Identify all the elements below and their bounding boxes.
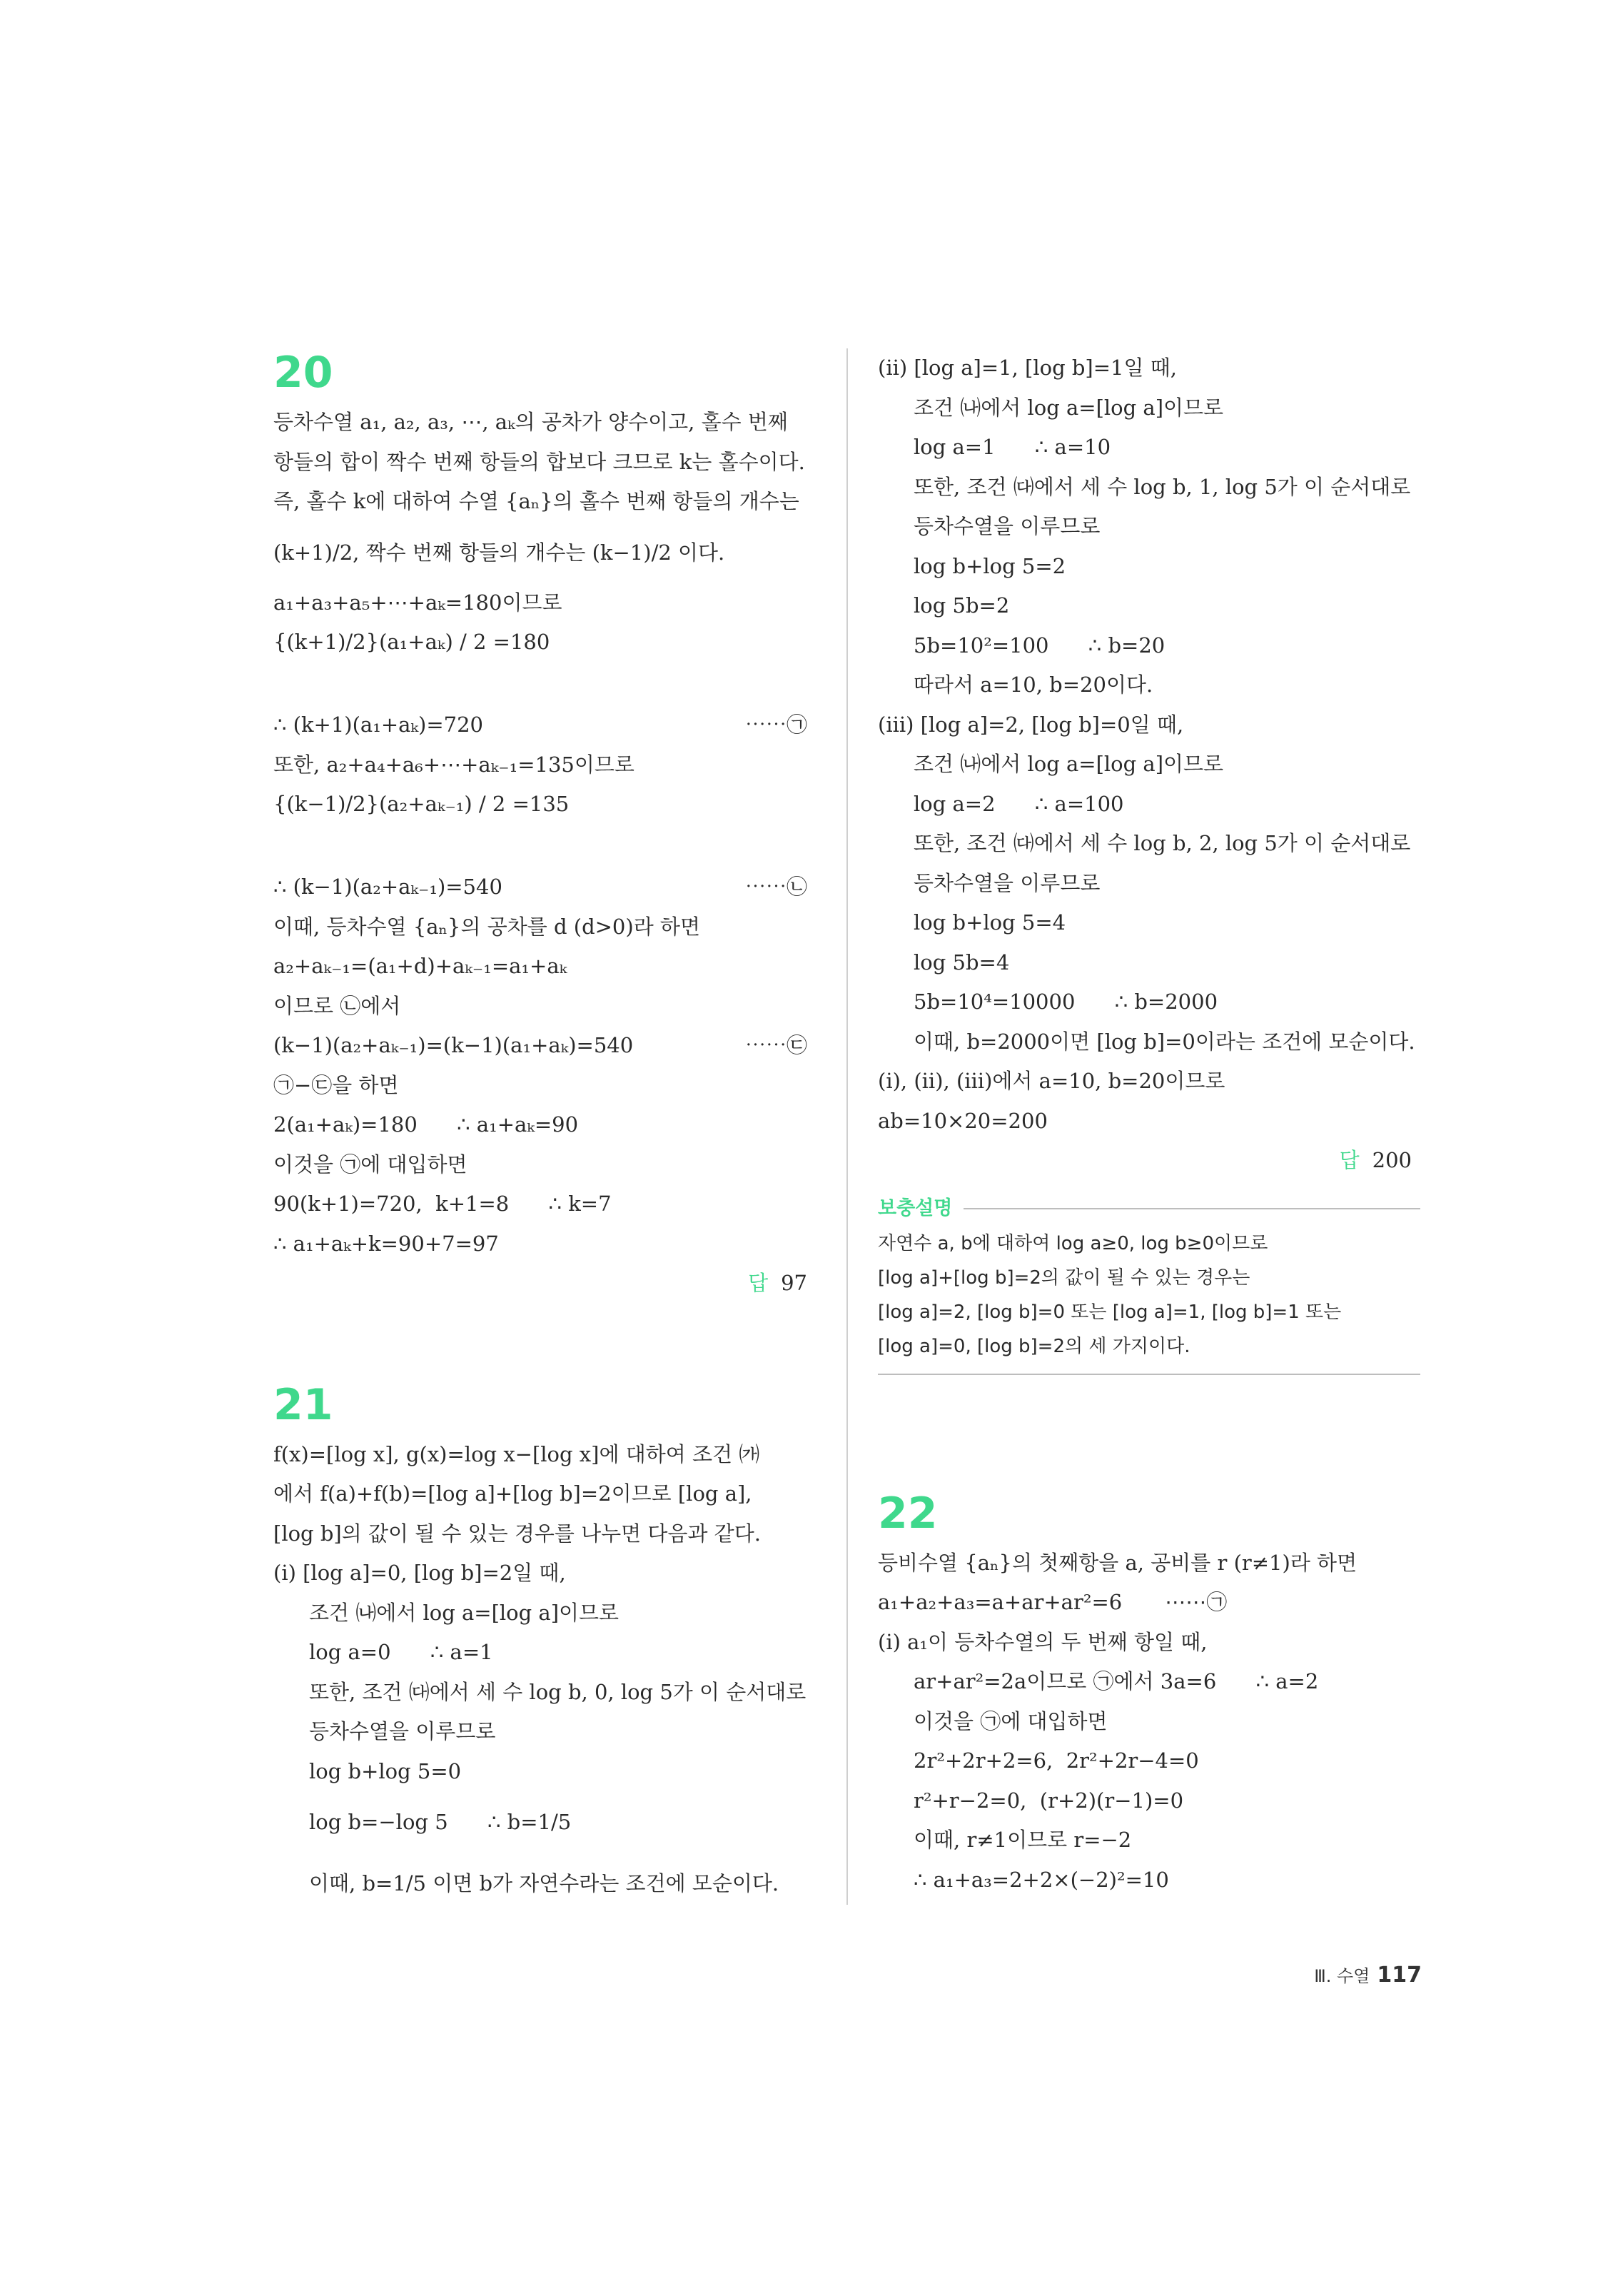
solution-line: 이므로 ㉡에서 [273, 993, 401, 1018]
solution-line: 또한, 조건 ㈐에서 세 수 log b, 1, log 5가 이 순서대로 [914, 474, 1411, 499]
answer: 답 97 [748, 1271, 807, 1295]
solution-line: 5b=10⁴=10000 ∴ b=2000 [914, 990, 1218, 1014]
solution-line: 조건 ㈏에서 log a=[log a]이므로 [914, 752, 1224, 776]
solution-line: {(k−1)/2}(a₂+aₖ₋₁) / 2 =135 [273, 792, 570, 816]
solution-line: ∴ a₁+a₃=2+2×(−2)²=10 [914, 1867, 1169, 1892]
solution-line: a₁+a₃+a₅+⋯+aₖ=180이므로 [273, 590, 562, 615]
solution-line: (k−1)(a₂+aₖ₋₁)=(k−1)(a₁+aₖ)=540 ⋯⋯㉢ [273, 1026, 816, 1066]
solution-line: 또한, a₂+a₄+a₆+⋯+aₖ₋₁=135이므로 [273, 752, 634, 777]
solution-line: log a=1 ∴ a=10 [914, 435, 1111, 459]
supplementary-note [878, 1191, 1420, 1375]
problem-number: 22 [878, 1488, 938, 1539]
solution-line: log 5b=4 [914, 950, 1010, 975]
solution-line: 이때, 등차수열 {aₙ}의 공차를 d (d>0)라 하면 [273, 914, 700, 939]
equation-tag: ⋯⋯㉡ [744, 875, 807, 899]
solution-line: (ⅲ) [log a]=2, [log b]=0일 때, [878, 712, 1184, 737]
solution-line: 등차수열을 이루므로 [914, 514, 1101, 538]
solution-line: (ⅰ) a₁이 등차수열의 두 번째 항일 때, [878, 1629, 1208, 1654]
answer-label: 답 [748, 1271, 769, 1295]
page-number: 117 [1377, 1963, 1422, 1988]
solution-line: 또한, 조건 ㈐에서 세 수 log b, 2, log 5가 이 순서대로 [914, 831, 1411, 855]
solution-line: (ⅰ) [log a]=0, [log b]=2일 때, [273, 1561, 566, 1585]
solution-line: 90(k+1)=720, k+1=8 ∴ k=7 [273, 1192, 612, 1216]
solution-line: 즉, 홀수 k에 대하여 수열 {aₙ}의 홀수 번째 항들의 개수는 [273, 489, 799, 513]
equation-tag: ⋯⋯㉠ [1165, 1590, 1228, 1614]
note-header [878, 1191, 1420, 1227]
column-divider [846, 348, 848, 1905]
section-label: Ⅲ. 수열 [1314, 1966, 1370, 1986]
solution-line: 등비수열 {aₙ}의 첫째항을 a, 공비를 r (r≠1)라 하면 [878, 1550, 1357, 1575]
note-title: 보충설명 [878, 1197, 953, 1219]
solution-line: (ⅱ) [log a]=1, [log b]=1일 때, [878, 356, 1177, 380]
page-footer [1314, 1962, 1422, 1988]
solution-line: ar+ar²=2a이므로 ㉠에서 3a=6 ∴ a=2 [914, 1669, 1319, 1693]
solution-line: [log b]의 값이 될 수 있는 경우를 나누면 다음과 같다. [273, 1521, 761, 1546]
note-line: [log a]=0, [log b]=2의 세 가지이다. [878, 1335, 1190, 1357]
equation-tag: ⋯⋯㉠ [744, 713, 807, 737]
solution-line: log b+log 5=4 [914, 910, 1066, 935]
solution-line: 조건 ㈏에서 log a=[log a]이므로 [309, 1600, 620, 1625]
solution-line: ab=10×20=200 [878, 1108, 1048, 1133]
right-column [878, 348, 1420, 1900]
solution-line: 또한, 조건 ㈐에서 세 수 log b, 0, log 5가 이 순서대로 [309, 1679, 807, 1704]
solution-line: ∴ (k−1)(a₂+aₖ₋₁)=540 ⋯⋯㉡ [273, 867, 816, 907]
solution-line: {(k+1)/2}(a₁+aₖ) / 2 =180 [273, 630, 550, 654]
solution-line: log 5b=2 [914, 593, 1010, 618]
note-line: [log a]+[log b]=2의 값이 될 수 있는 경우는 [878, 1267, 1250, 1289]
solution-line: ㉠−㉢을 하면 [273, 1072, 399, 1097]
solution-line: 이때, b=1/5 이면 b가 자연수라는 조건에 모순이다. [309, 1871, 779, 1895]
solution-line: log b+log 5=2 [914, 553, 1066, 578]
solution-line: 이때, b=2000이면 [log b]=0이라는 조건에 모순이다. [914, 1029, 1415, 1054]
solution-line: 이것을 ㉠에 대입하면 [914, 1708, 1108, 1733]
solution-line: 2r²+2r+2=6, 2r²+2r−4=0 [914, 1748, 1199, 1773]
solution-line: (k+1)/2, 짝수 번째 항들의 개수는 (k−1)/2 이다. [273, 540, 725, 565]
solution-line: a₁+a₂+a₃=a+ar+ar²=6 ⋯⋯㉠ [878, 1590, 1228, 1614]
problem-number: 21 [273, 1379, 333, 1430]
solution-line: log a=2 ∴ a=100 [914, 791, 1124, 816]
solution-line: a₂+aₖ₋₁=(a₁+d)+aₖ₋₁=a₁+aₖ [273, 954, 567, 978]
solution-line: log b=−log 5 ∴ b=1/5 [309, 1810, 572, 1834]
note-line: [log a]=2, [log b]=0 또는 [log a]=1, [log b]=1 또는 [878, 1301, 1342, 1323]
solution-line: f(x)=[log x], g(x)=log x−[log x]에 대하여 조건 ㈎ [273, 1441, 760, 1466]
solution-line: ∴ a₁+aₖ+k=90+7=97 [273, 1231, 499, 1256]
solution-line: 등차수열 a₁, a₂, a₃, ⋯, aₖ의 공차가 양수이고, 홀수 번째 [273, 410, 788, 434]
note-line: 자연수 a, b에 대하여 log a≥0, log b≥0이므로 [878, 1232, 1268, 1254]
answer: 답 200 [1339, 1148, 1412, 1172]
solution-line: 등차수열을 이루므로 [309, 1719, 496, 1743]
solution-line: log b+log 5=0 [309, 1758, 462, 1783]
solution-line: 이때, r≠1이므로 r=−2 [914, 1828, 1132, 1852]
answer-label: 답 [1339, 1148, 1360, 1172]
solution-line: 조건 ㈏에서 log a=[log a]이므로 [914, 395, 1224, 420]
solution-line: 에서 f(a)+f(b)=[log a]+[log b]=2이므로 [log a], [273, 1481, 752, 1506]
solution-line: (ⅰ), (ⅱ), (ⅲ)에서 a=10, b=20이므로 [878, 1069, 1225, 1093]
solution-line: log a=0 ∴ a=1 [309, 1640, 493, 1664]
solution-line: 이것을 ㉠에 대입하면 [273, 1152, 467, 1177]
solution-line: 2(a₁+aₖ)=180 ∴ a₁+aₖ=90 [273, 1112, 579, 1137]
solution-line: 따라서 a=10, b=20이다. [914, 673, 1153, 697]
note-rule [964, 1208, 1420, 1209]
solution-line: 5b=10²=100 ∴ b=20 [914, 633, 1166, 658]
left-column [273, 348, 816, 1914]
solution-line: ∴ (k+1)(a₁+aₖ)=720 ⋯⋯㉠ [273, 705, 816, 745]
solution-line: 항들의 합이 짝수 번째 항들의 합보다 크므로 k는 홀수이다. [273, 449, 805, 474]
solution-line: r²+r−2=0, (r+2)(r−1)=0 [914, 1788, 1184, 1813]
problem-number: 20 [273, 348, 333, 398]
solution-line: 등차수열을 이루므로 [914, 870, 1101, 895]
equation-tag: ⋯⋯㉢ [744, 1033, 807, 1057]
